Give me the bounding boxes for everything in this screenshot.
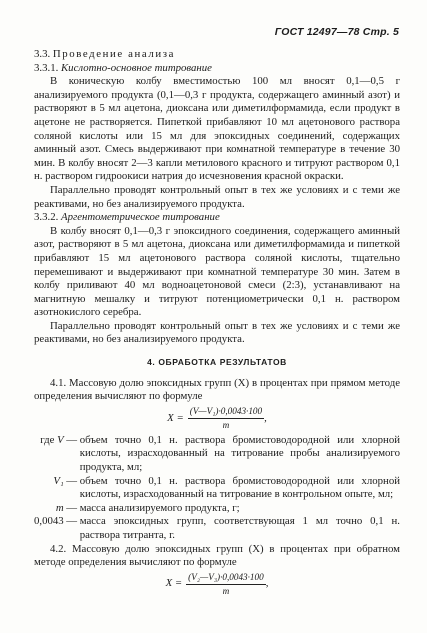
def-symbol: [34, 434, 64, 475]
formula-comma: ,: [265, 577, 269, 590]
definitions-list: [34, 434, 400, 543]
subsection-title: Кислотно-основное титрование: [61, 61, 212, 74]
def-text: масса анализируемого продукта, г;: [79, 501, 240, 514]
formula-lhs: X =: [165, 577, 183, 590]
subsection-title: Аргентометрическое титрование: [61, 211, 220, 224]
paragraph-4-2: 4.2. Массовую долю эпоксидных групп (X) в процентах при обратном методе определения вычисляют по формуле: [34, 542, 400, 569]
formula-numerator: (V—V₁)·0,0043·100: [188, 406, 264, 419]
def-symbol: V₁: [53, 474, 64, 487]
paragraph-argentometric: В колбу вносят 0,1—0,3 г эпоксидного соединения, содержащего аминный азот, растворяют в 5 мл ацетона, диоксана или диметилформамида и пипеткой прибавляют 15 мл ацетонового раствора соляной кислоты, тщательно перемешивают и выдерживают при комнатной температуре 30 мин. Затем в колбу приливают 40 мл водноацетоновой смеси (2:3), устанавливают на магнитную мешалку и титруют потенциометрически 0,1 н. раствором азотнокислого серебра.: [34, 224, 400, 319]
formula-comma: ,: [264, 411, 267, 424]
subsection-3-3-2-heading: [34, 211, 400, 225]
paragraph-acid-base: В коническую колбу вместимостью 100 мл вносят 0,1—0,5 г анализируемого продукта (0,1—0,3 г продукта, содержащего аминный азот) и растворяют в 5 мл ацетона, диоксана или диметилформамида, если продукт в ацетоне не растворяется. Пипеткой прибавляют 10 мл ацетонового раствора соляной кислоты или 15 мл для эпоксидных соединений, содержащих аминный азот. Смесь выдерживают при комнатной температуре в течение 30 мин. В колбу вносят 2—3 капли метилового красного и титруют раствором 0,1 н. раствором гидроокиси натрия до исчезновения красной окраски.: [34, 75, 400, 183]
def-dash: —: [66, 515, 78, 528]
section-title: Проведение анализа: [52, 48, 175, 60]
section-number: 3.3.: [34, 48, 51, 60]
subsection-number: 3.3.1.: [34, 61, 59, 74]
def-symbol: m: [55, 501, 64, 514]
section-4-title: 4. ОБРАБОТКА РЕЗУЛЬТАТОВ: [147, 357, 287, 368]
formula-numerator: (V₂—V₃)·0,0043·100: [186, 572, 266, 585]
subsection-number: 3.3.2.: [34, 211, 59, 224]
where-word: где: [40, 433, 55, 446]
formula-fraction: [186, 572, 266, 597]
formula-fraction: [188, 406, 264, 431]
page-header: ГОСТ 12497—78 Стр. 5: [274, 26, 399, 38]
def-text: объем точно 0,1 н. раствора бромистоводородной или хлорной кислоты, израсходованный на титрование пробы анализируемого продукта, мл;: [79, 433, 400, 474]
subsection-3-3-1-heading: [34, 62, 400, 76]
formula-lhs: X =: [167, 411, 184, 424]
formula-reverse: [34, 572, 400, 597]
paragraph-4-1: 4.1. Массовую долю эпоксидных групп (X) в процентах при прямом методе определения вычисляют по формуле: [34, 376, 400, 403]
def-dash: —: [66, 433, 78, 446]
formula-denominator: m: [222, 585, 230, 596]
document-body: [34, 48, 400, 600]
def-symbol: 0,0043: [34, 515, 64, 528]
paragraph-control-2: Параллельно проводят контрольный опыт в тех же условиях и с теми же реактивами, но без анализируемого продукта.: [34, 319, 400, 346]
formula-direct: [34, 406, 400, 431]
def-text: объем точно 0,1 н. раствора бромистоводородной или хлорной кислоты, израсходованный на титрование в контрольном опыте, мл;: [79, 474, 400, 501]
def-symbol-text: V: [57, 433, 64, 446]
section-3-3-heading: [34, 48, 400, 62]
def-dash: —: [66, 501, 78, 514]
paragraph-control-1: Параллельно проводят контрольный опыт в тех же условиях и с теми же реактивами, но без анализируемого продукта.: [34, 183, 400, 210]
def-dash: —: [66, 474, 78, 487]
formula-denominator: m: [222, 419, 230, 430]
def-text: масса эпоксидных групп, соответствующая 1 мл точно 0,1 н. раствора титранта, г.: [79, 515, 400, 541]
